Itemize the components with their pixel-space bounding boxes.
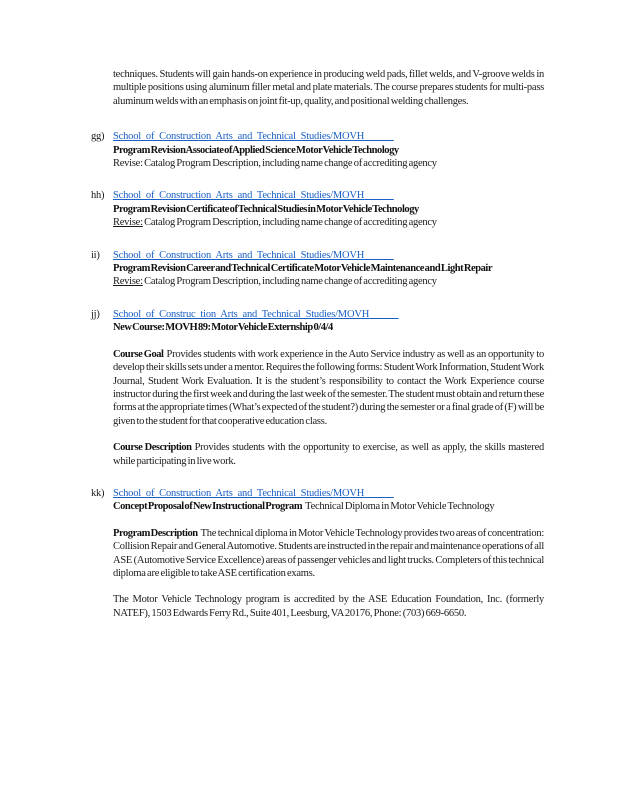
item-label: jj) [91,308,100,320]
revise-label: Revise: [113,217,143,229]
item-label: gg) [91,131,105,143]
link-line [113,308,544,321]
school-link[interactable]: School of Construction Arts and Technical Studies/MOVH [113,131,365,143]
link-line [113,130,544,143]
revise-text: Catalog Program Description, including name change of accrediting agency [144,158,437,170]
school-link[interactable]: School of Construction Arts and Technical Studies/MOVH [113,190,365,202]
school-link[interactable]: School of Construc tion Arts and Technical Studies/MOVH [113,308,370,320]
school-link[interactable]: School of Construction Arts and Technical Studies/MOVH [113,249,365,261]
item-label: ii) [91,249,100,261]
program-description-label: Program Description [113,527,198,539]
course-description-paragraph [113,441,544,468]
program-description-paragraph [113,527,544,581]
link-line [113,249,544,262]
course-description-label: Course Description [113,442,192,454]
program-description-text: The technical diploma in Motor Vehicle Technology provides two areas of concentration: Collision Repair and General Automotive. Students are instructed in the repair and maintenance operations of all ASE (Automotive Service Excellence) areas of passenger vehicles and light trucks. Completers of this technical diploma are eligible to take ASE certification exams. [113,527,544,579]
list-item-kk [91,487,544,620]
list-item-hh [91,189,544,229]
revise-line [113,275,544,288]
intro-paragraph: techniques. Students will gain hands-on experience in producing weld pads, fillet welds, and V-groove welds in multiple positions using aluminum filler metal and plate materials. The course prepares students for multi-pass aluminum welds with an emphasis on joint fit-up, quality, and positional welding challenges. [113,69,544,107]
concept-proposal-title [113,500,544,513]
document-content [91,68,545,631]
course-goal-label: Course Goal [113,348,164,360]
link-line [113,189,544,202]
revise-text: Catalog Program Description, including name change of accrediting agency [144,217,437,229]
item-label: kk) [91,487,105,499]
revise-line [113,157,544,170]
accreditation-paragraph: The Motor Vehicle Technology program is accredited by the ASE Education Foundation, Inc. (formerly NATEF), 1503 Edwards Ferry Rd., Suite 401, Leesburg, VA 20176, Phone: (703) 669-6650. [113,594,544,619]
course-goal-paragraph [113,348,544,428]
course-goal-text: Provides students with work experience in the Auto Service industry as well as an opportunity to develop their skills sets under a mentor. Requires the following forms: Student Work Information, Student Work Journal, Student Work Evaluation. It is the student’s responsibility to contact the Work Experience course instructor during the first week and during the last week of the semester. The student must obtain and return these forms at the appropriate times (What’s expected of the student?) during the semester or a final grade of (F) will be given to the student for that cooperative education class. [113,348,545,427]
list-item-jj [91,308,545,468]
concept-proposal-title-bold: Concept Proposal of New Instructional Program [113,501,303,513]
link-line [113,487,544,500]
revise-label: Revise: [113,158,143,170]
revise-line [113,216,544,229]
program-revision-title: Program Revision Associate of Applied Science Motor Vehicle Technology [113,144,399,156]
revise-label: Revise: [113,276,143,288]
course-description-text: Provides students with the opportunity to exercise, as well as apply, the skills mastered while participating in live work. [113,442,545,467]
concept-proposal-title-regular: Technical Diploma in Motor Vehicle Technology [305,501,495,513]
new-course-title: New Course: MOVH 89: Motor Vehicle Externship 0/4/4 [113,322,333,334]
program-revision-title: Program Revision Certificate of Technical Studies in Motor Vehicle Technology [113,203,419,215]
school-link[interactable]: School of Construction Arts and Technical Studies/MOVH [113,487,365,499]
revise-text: Catalog Program Description, including name change of accrediting agency [144,276,437,288]
list-item-gg [91,130,544,170]
program-revision-title: Program Revision Career and Technical Certificate Motor Vehicle Maintenance and Light Repair [113,263,493,275]
list-item-ii [91,249,544,289]
item-label: hh) [91,190,105,202]
